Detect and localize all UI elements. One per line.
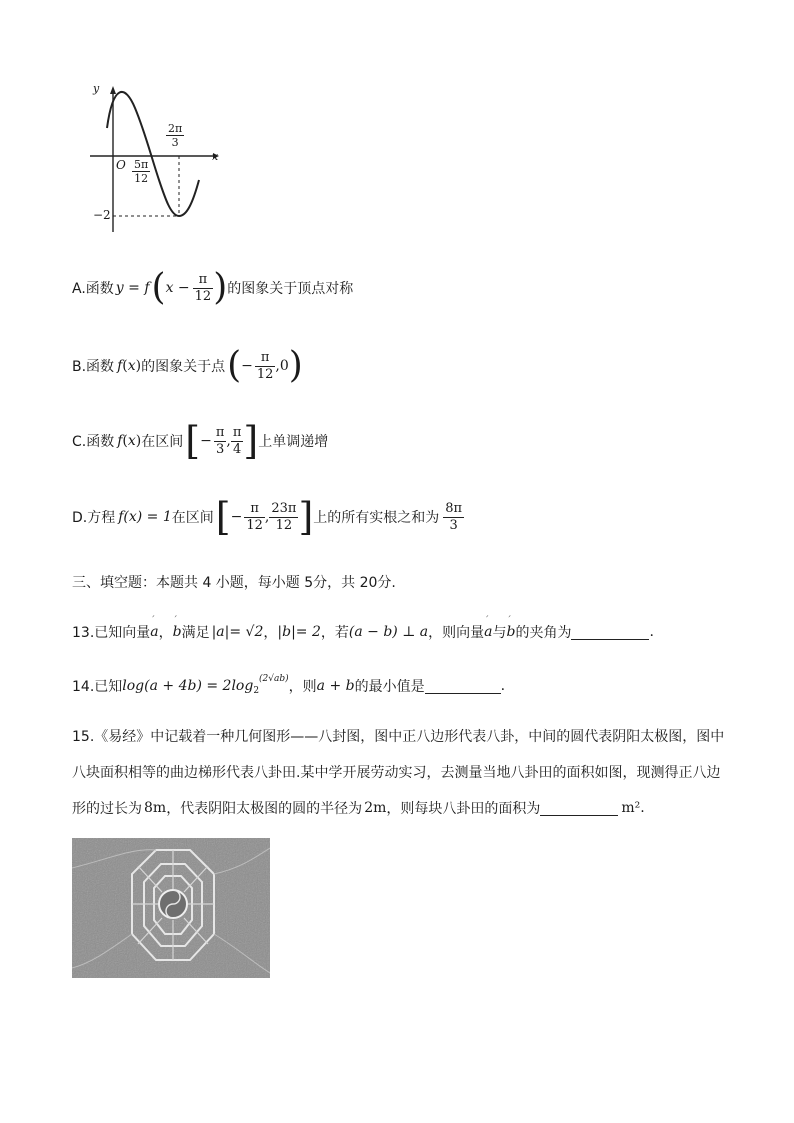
section-header-fill-in: 三、填空题：本题共 4 小题，每小题 5分，共 20分.: [72, 575, 396, 591]
question-15-line-1: 15.《易经》中记载着一种几何图形——八封图，图中正八边形代表八卦，中间的圆代表阴阳太极图，图中: [72, 729, 725, 745]
question-14: 14.已知 log(a + 4b) = 2log 2 (2√ab) ，则 a + b 的最小值是 .: [72, 674, 506, 696]
sine-curve: [107, 92, 199, 216]
y-axis-arrow: [110, 86, 116, 94]
y-tick-minus-2: −2: [93, 208, 111, 222]
question-15-line-3: 形的过长为 8m ，代表阴阳太极图的圆的半径为 2m ，则每块八卦田的面积为 m² .: [72, 800, 645, 817]
option-c: C.函数 f ( x ) 在区间 [ − $\frac{\pi}{3}$ , $\frac{\pi}{4}$ ] 上单调递增: [72, 419, 329, 463]
option-b: B.函数 f ( x ) 的图象关于点 ( − $\frac{\pi}{12}$ ,0 ): [72, 345, 303, 386]
answer-blank-15[interactable]: [540, 801, 618, 816]
bagua-field-photo: [72, 838, 270, 978]
question-13: 13.已知向量 ′ a ， ′ b 满足 |a|= √2 ， |b|= 2 ，若 (a − b) ⊥ a ，则向量 ′ a 与 ′ b 的夹角为 .: [72, 622, 654, 642]
question-15-line-2: 八块面积相等的曲边梯形代表八卦田.某中学开展劳动实习，去测量当地八卦田的面积如图，现测得正八边: [72, 765, 721, 781]
answer-blank-13[interactable]: [571, 625, 649, 640]
y-axis-label: y: [93, 82, 100, 95]
option-a: A.函数 y = f ( x − $\frac{\pi}{12}$ ) 的图象关于顶点对称: [72, 267, 354, 308]
x-axis-label: x: [212, 150, 219, 163]
x-tick-2pi-3: $\frac{2\pi}{3}$: [168, 122, 183, 149]
origin-label: O: [116, 158, 126, 172]
answer-blank-14[interactable]: [425, 679, 501, 694]
x-tick-5pi-12: $\frac{5\pi}{12}$: [134, 158, 149, 185]
option-d: D.方程 f(x) = 1 在区间 [ − $\frac{\pi}{12}$ , $\frac{23\pi}{12}$ ] 上的所有实根之和为 $\frac{8\pi}{3}$: [72, 495, 463, 539]
